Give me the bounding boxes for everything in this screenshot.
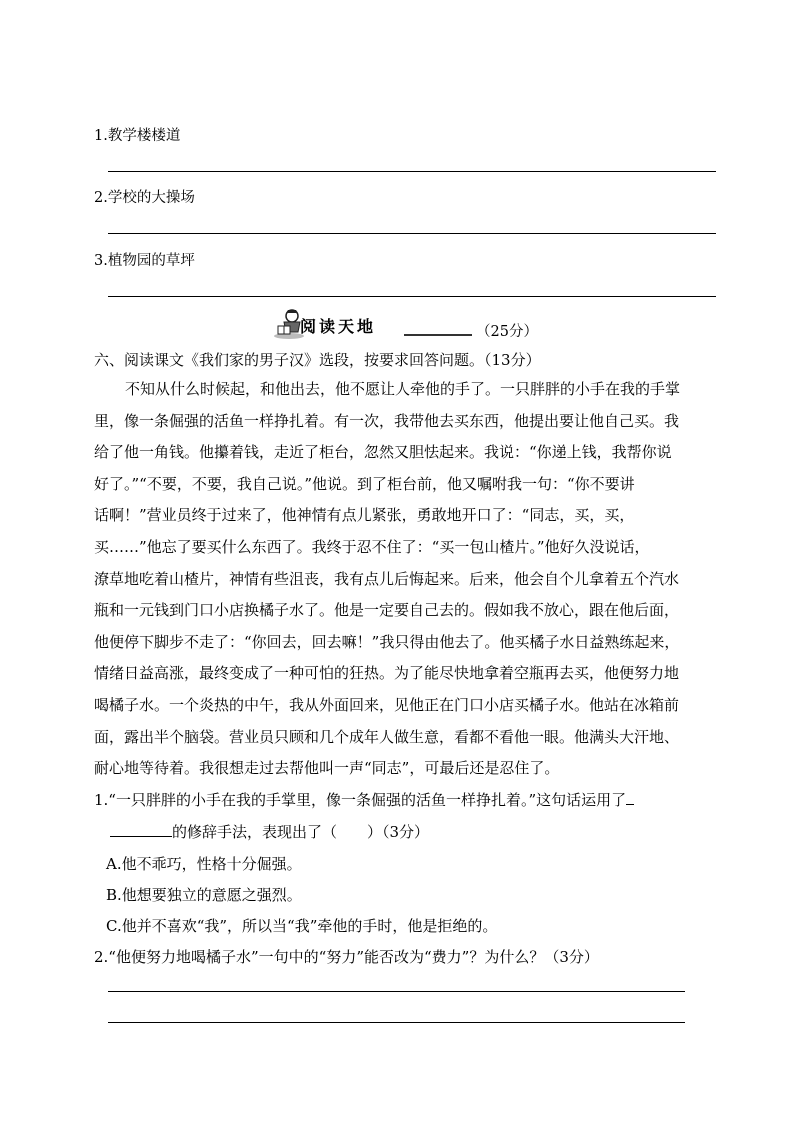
passage-line: 耐心地等待着。我很想走过去帮他叫一声“同志”，可最后还是忍住了。: [94, 759, 560, 778]
section-title: 阅读天地: [300, 317, 377, 336]
item-3: 3.植物园的草坪: [94, 253, 195, 269]
answer-line-1[interactable]: [108, 171, 716, 172]
passage-line: 里，像一条倔强的活鱼一样挣扎着。有一次，我带他去买东西，他提出要让他自己买。我: [94, 411, 680, 430]
passage-line: 喝橘子水。一个炎热的中午，我从外面回来，见他正在门口小店买橘子水。他站在冰箱前: [94, 695, 680, 714]
passage-line: 情绪日益高涨，最终变成了一种可怕的狂热。为了能尽快地拿着空瓶再去买，他便努力地: [94, 664, 680, 683]
reading-passage: [94, 374, 694, 785]
answer-line-3[interactable]: [108, 296, 716, 297]
q1-line2: 的修辞手法，表现出了（ ）（3分）: [172, 823, 430, 841]
q1-blank-a[interactable]: [626, 790, 634, 805]
q2-text: 2.“他便努力地喝橘子水”一句中的“努力”能否改为“费力”？为什么？（3分）: [94, 948, 599, 966]
item-2: 2.学校的大操场: [94, 190, 195, 206]
section-underline: [404, 334, 472, 336]
q1-blank-b[interactable]: [110, 822, 172, 837]
passage-line: 他便停下脚步不走了：“你回去，回去嘛！”我只得由他去了。他买橘子水日益熟练起来，: [94, 632, 680, 651]
q1-option-a[interactable]: A.他不乖巧，性格十分倔强。: [106, 855, 302, 873]
passage-line: 瓶和一元钱到门口小店换橘子水了。他是一定要自己去的。假如我不放心，跟在他后面，: [94, 601, 680, 620]
question-six-heading: 六、阅读课文《我们家的男子汉》选段，按要求回答问题。（13分）: [94, 351, 541, 369]
item-1: 1.教学楼楼道: [94, 128, 181, 144]
passage-line: 给了他一角钱。他攥着钱，走近了柜台，忽然又胆怯起来。我说：“你递上钱，我帮你说: [94, 443, 672, 462]
q1-option-c[interactable]: C.他并不喜欢“我”，所以当“我”牵他的手时，他是拒绝的。: [106, 917, 498, 935]
q2-answer-line-2[interactable]: [108, 1022, 685, 1023]
q1-text-2: [110, 821, 429, 842]
passage-line: 话啊！”营业员终于过来了，他神情有点儿紧张，勇敢地开口了：“同志，买，买，: [94, 506, 635, 525]
section-score: （25分）: [476, 324, 538, 340]
passage-line: 不知从什么时候起，和他出去，他不愿让人牵他的手了。一只胖胖的小手在我的手掌: [125, 380, 681, 398]
q1-option-b[interactable]: B.他想要独立的意愿之强烈。: [106, 886, 302, 904]
answer-line-2[interactable]: [108, 233, 716, 234]
q2-answer-line-1[interactable]: [108, 991, 685, 992]
passage-line: 潦草地吃着山楂片，神情有些沮丧，我有点儿后悔起来。后来，他会自个儿拿着五个汽水: [94, 569, 680, 588]
passage-line: 好了。”“不要，不要，我自己说。”他说。到了柜台前，他又嘱咐我一句：“你不要讲: [94, 474, 635, 493]
q1-text: [94, 789, 634, 810]
q1-line1: 1.“一只胖胖的小手在我的手掌里，像一条倔强的活鱼一样挣扎着。”这句话运用了: [94, 791, 627, 809]
passage-line: 买……”他忘了要买什么东西了。我终于忍不住了：“买一包山楂片。”他好久没说话，: [94, 537, 650, 556]
passage-line: 面，露出半个脑袋。营业员只顾和几个成年人做生意，看都不看他一眼。他满头大汗地、: [94, 727, 680, 746]
